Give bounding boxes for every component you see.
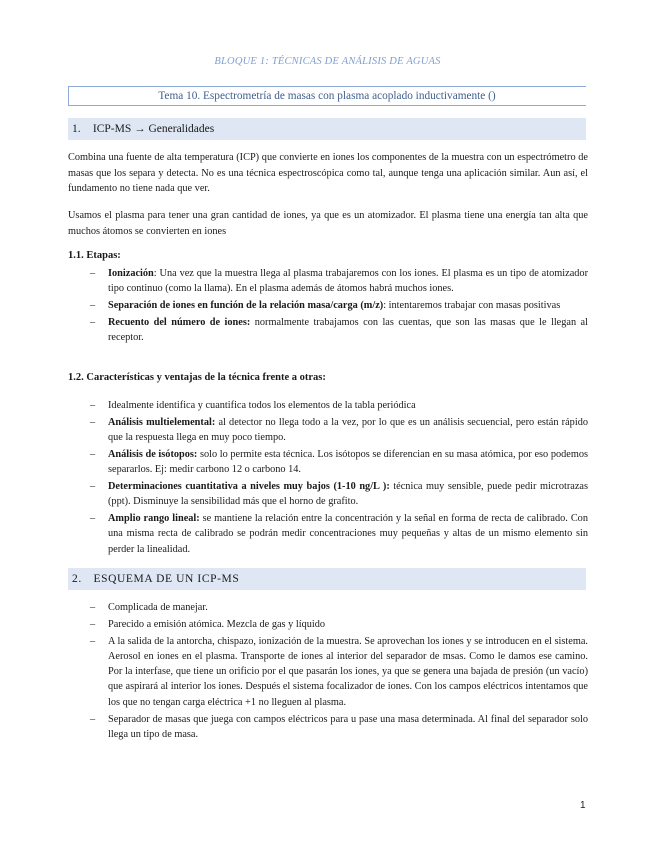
- esquema-list: [90, 600, 588, 744]
- list-item: – Recuento del número de iones: normalmente trabajamos con las cuentas, que son las masas que le llegan al receptor.: [90, 316, 588, 344]
- dash-bullet-icon: –: [90, 448, 96, 460]
- dash-bullet-icon: –: [90, 268, 96, 279]
- list-item: – Análisis de isótopos: solo lo permite esta técnica. Los isótopos se diferencian en su masa atómica, por eso podemos separarlos. Ej: medir carbono 12 o carbono 14.: [90, 448, 588, 476]
- list-item: – Amplio rango lineal: se mantiene la relación entre la concentración y la señal en forma de recta de calibrado. Con una misma recta de calibrado se podrán medir concentraciones muy pequeñas y altas de un mismo elemento sin perder la linealidad.: [90, 513, 588, 555]
- list-item: – Ionización: Una vez que la muestra llega al plasma trabajaremos con los iones. El plasma es un tipo de atomizador tipo continuo (como la llama). En el plasma además de átomos habrá muchos iones.: [90, 268, 588, 295]
- dash-bullet-icon: –: [90, 513, 96, 525]
- dash-bullet-icon: –: [90, 300, 96, 312]
- paragraph-2: Usamos el plasma para tener una gran cantidad de iones, ya que es un atomizador. El plasma tiene una energía tan alta que muchos átomos se convierten en iones: [68, 210, 588, 237]
- caracteristicas-list: [90, 398, 588, 558]
- section-1-header: [68, 118, 586, 140]
- section-2-title: ESQUEMA DE UN ICP-MS: [93, 573, 240, 585]
- list-item: – Análisis multielemental: al detector no llega todo a la vez, por lo que es un análisis secuencial, pero están rápido que la respuesta llega en muy poco tiempo.: [90, 416, 588, 444]
- list-item: – Separación de iones en función de la relación masa/carga (m/z): intentaremos trabajar con masas positivas: [90, 298, 588, 313]
- list-item: – Separador de masas que juega con campos eléctricos para u pase una masa determinada. Al final del separador solo llega un tipo de masa.: [90, 713, 588, 740]
- section-1-title: ICP-MS → Generalidades: [92, 123, 215, 135]
- list-item: – Complicada de manejar.: [90, 600, 588, 615]
- dash-bullet-icon: –: [90, 480, 96, 492]
- paragraph-1: Combina una fuente de alta temperatura (ICP) que convierte en iones los componentes de la muestra con un espectrómetro de masas que los separa y detecta. No es una técnica espectroscópica como tal, aunque tenga una aplicación similar. Aun así, el fundamento no tiene nada que ver.: [68, 152, 588, 194]
- list-item: – A la salida de la antorcha, chispazo, ionización de la muestra. Se aprovechan los iones y se introducen en el sistema. Aerosol en iones en el plasma. Transporte de iones al interior del separador de msas. Como le damos ese camino. Por la interfase, que tiene un orificio por el que pasarán los iones, ya que se genera una bajada de presión (un vacío) que aspirará al interior los iones. Después el sistema focalizador de iones. Con los campos eléctricos intentamos que los que no tengan carga eléctrica +1 no lleguen al plasma.: [90, 635, 588, 708]
- page-number: 1: [580, 800, 586, 811]
- dash-bullet-icon: –: [90, 416, 96, 428]
- section-1-number: 1.: [72, 123, 81, 135]
- dash-bullet-icon: –: [90, 635, 96, 647]
- list-item: – Parecido a emisión atómica. Mezcla de gas y líquido: [90, 617, 588, 632]
- dash-bullet-icon: –: [90, 713, 96, 725]
- subsection-2-title: 1.2. Características y ventajas de la técnica frente a otras:: [68, 372, 326, 383]
- dash-bullet-icon: –: [90, 618, 96, 630]
- dash-bullet-icon: –: [90, 602, 96, 613]
- subsection-1-title: 1.1. Etapas:: [68, 250, 121, 261]
- tema-title: Tema 10. Espectrometría de masas con plasma acoplado inductivamente (): [158, 90, 496, 102]
- section-2-number: 2.: [72, 573, 82, 585]
- dash-bullet-icon: –: [90, 316, 96, 328]
- list-item: – Determinaciones cuantitativa a niveles muy bajos (1-10 ng/L ): técnica muy sensible, puede pedir microtrazas (ppt). Disminuye la sensibilidad más que el horno de grafito.: [90, 480, 589, 508]
- etapas-list: [90, 266, 588, 347]
- block-title: BLOQUE 1: TÉCNICAS DE ANÁLISIS DE AGUAS: [214, 56, 441, 67]
- dash-bullet-icon: –: [90, 400, 96, 411]
- section-2-header: [68, 568, 586, 590]
- list-item: – Idealmente identifica y cuantifica todos los elementos de la tabla periódica: [90, 398, 588, 413]
